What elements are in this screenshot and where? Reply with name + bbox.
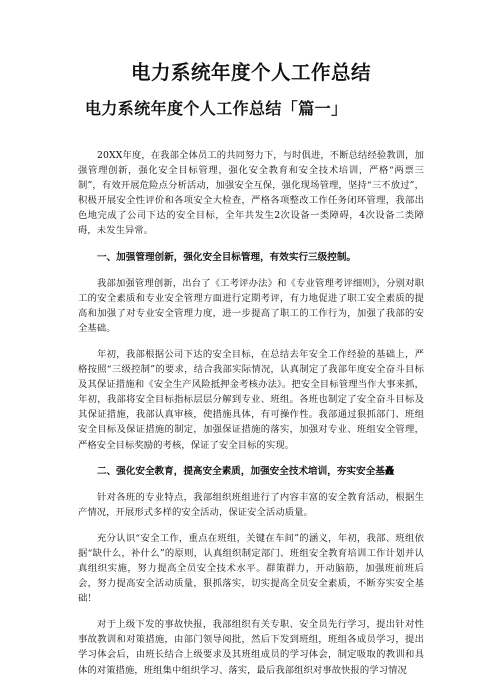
- document-title: 电力系统年度个人工作总结: [130, 61, 371, 84]
- paragraph-activities: 针对各班的专业特点，我部组织班组进行了内容丰富的安全教育活动，根据生产情况，开展形式多样的安全活动，保证安全活动质量。: [78, 491, 424, 518]
- paragraph-management: 我部加强管理创新，出台了《工考评办法》和《专业管理考评细则》，分别对职工的安全素质和专业安全管理方面进行定期考评，有力地促进了职工安全素质的提高和加强了对专业安全管理力度，进一步提高了职工的工作行为，加强了我部的安全基础。: [78, 277, 424, 334]
- heading-1: 一、加强管理创新，强化安全目标管理，有效实行三级控制。: [97, 251, 357, 263]
- section-title: 电力系统年度个人工作总结「篇一」: [85, 99, 348, 118]
- paragraph-intro: 20XX年度，在我部全体员工的共同努力下，与时俱进，不断总结经验教训，加强管理创新，强化安全目标管理，强化安全教育和安全技术培训，严格“两票三制”，有效开展危险点分析活动，加强安全互保，强化现场管理，坚持“三不放过”，积极开展安全性评价和各项安全大检查，严格各项整改工作任务闭环管理，我部出色地完成了公司下达的安全目标，全年共发生2次设备一类障碍，4次设备二类障碍，未发生异常。: [78, 150, 424, 237]
- heading-2: 二、强化安全教育，提高安全素质，加强安全技术培训，夯实安全基矗: [97, 465, 395, 477]
- paragraph-accident-bulletins: 对于上级下发的事故快报，我部组织有关专职、安全员先行学习，提出针对性事故教训和对策措施，由部门领导阅批，然后下发到班组，班组各成员学习，提出学习体会后，由班长结合上级要求及其班组成员的学习体会，制定吸取的教训和具体的对策措施，班组集中组织学习、落实，最后我部组织对事故快报的学习情况: [78, 619, 424, 676]
- paragraph-training: 充分认识“安全工作，重点在班组，关键在车间”的涵义，年初，我部、班组依据“缺什么，补什么”的原则，认真组织制定部门、班组安全教育培训工作计划并认真组织实施，努力提高全员安全技术水平。群策群力，开动脑筋，加强班前班后会，努力提高安全活动质量，狠抓落实，切实提高全员安全素质，不断夯实安全基础！: [78, 532, 424, 605]
- paragraph-targets: 年初，我部根据公司下达的安全目标，在总结去年安全工作经验的基础上，严格按照“三级控制”的要求，结合我部实际情况，认真制定了我部年度安全奋斗目标及其保证措施和《安全生产风险抵押金考核办法》。把安全目标管理当作大事来抓，年初，我部将安全目标指标层层分解到专业、班组。各班也制定了安全奋斗目标及其保证措施，我部认真审核，使措施具体，有可操作性。我部通过狠抓部门、班组安全目标及保证措施的制定，加强保证措施的落实，加强对专业、班组安全管理，严格安全目标奖励的考核，保证了安全目标的实现。: [78, 348, 424, 451]
